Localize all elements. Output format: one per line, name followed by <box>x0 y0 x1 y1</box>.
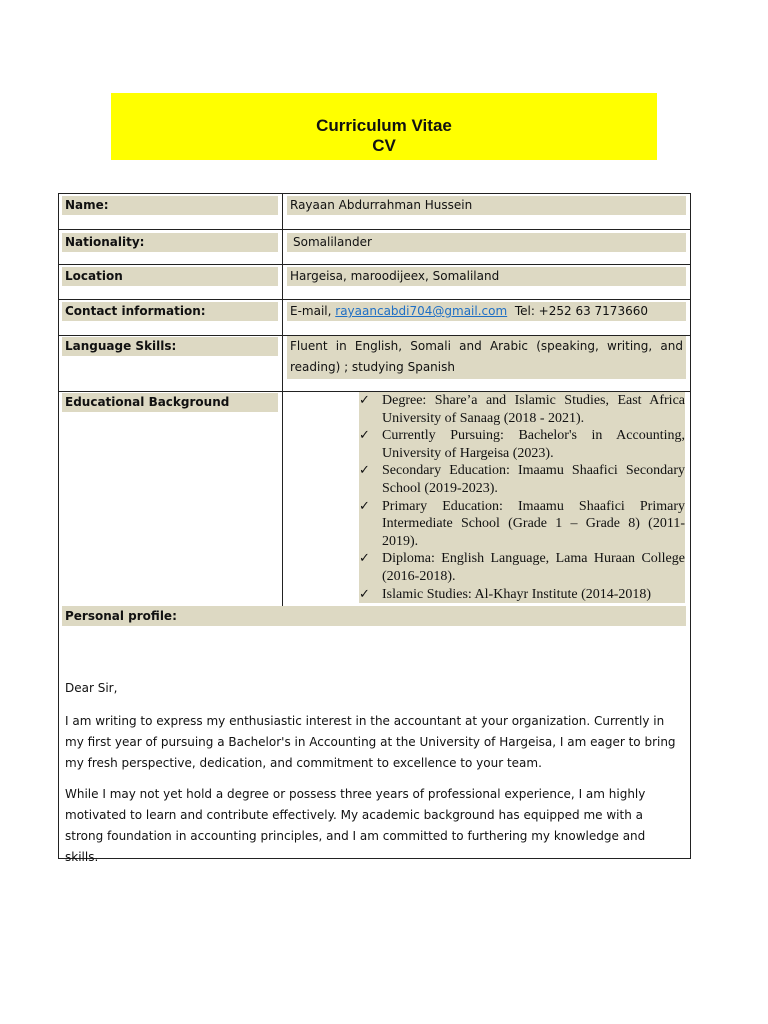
language-value: Fluent in English, Somali and Arabic (speaking, writing, and reading) ; studying Spanish <box>287 336 686 379</box>
name-label: Name: <box>62 196 278 215</box>
personal-profile-label: Personal profile: <box>62 606 686 626</box>
check-mark-icon: ✓ <box>359 551 370 567</box>
letter-paragraph-1: I am writing to express my enthusiastic interest in the accountant at your organization. Currently in my first year of pursuing a Bachelor's in Accounting at the University of Hargeisa, I am eager to bring my fresh perspective, dedication, and commitment to excellence to your team. <box>65 714 676 770</box>
language-label: Language Skills: <box>62 337 278 356</box>
cv-table <box>58 193 691 864</box>
title-line-2: CV <box>372 136 396 155</box>
email-prefix: E-mail, <box>290 304 332 318</box>
nationality-label: Nationality: <box>62 233 278 252</box>
row-education <box>59 392 690 606</box>
check-mark-icon: ✓ <box>359 498 370 514</box>
check-mark-icon: ✓ <box>359 393 370 408</box>
education-list <box>359 392 685 603</box>
nationality-value: Somalilander <box>287 233 686 252</box>
check-mark-icon: ✓ <box>359 463 370 479</box>
list-item: ✓ Islamic Studies: Al-Khayr Institute (2014-2018) <box>359 586 685 604</box>
email-link[interactable]: rayaancabdi704@gmail.com <box>335 304 508 318</box>
check-mark-icon: ✓ <box>359 586 370 602</box>
row-location <box>59 265 690 300</box>
contact-value <box>287 302 686 321</box>
letter-paragraph-2: While I may not yet hold a degree or possess three years of professional experience, I am highly motivated to learn and contribute effectively. My academic background has equipped me with a strong foundation in accounting principles, and I am committed to furthering my knowledge and skills. <box>65 787 646 864</box>
check-mark-icon: ✓ <box>359 428 370 444</box>
location-value: Hargeisa, maroodijeex, Somaliland <box>287 267 686 286</box>
list-item: ✓ Primary Education: Imaamu Shaafici Primary Intermediate School (Grade 1 – Grade 8) (2011-2019). <box>359 498 685 549</box>
list-item: ✓ Currently Pursuing: Bachelor's in Accounting, University of Hargeisa (2023). <box>359 428 685 461</box>
row-nationality <box>59 230 690 265</box>
list-item: ✓ Degree: Share’a and Islamic Studies, East Africa University of Sanaag (2018 - 2021). <box>359 393 685 426</box>
list-item: ✓ Diploma: English Language, Lama Huraan College (2016-2018). <box>359 551 685 584</box>
name-value: Rayaan Abdurrahman Hussein <box>287 196 686 215</box>
location-label: Location <box>62 267 278 286</box>
list-item: ✓ Secondary Education: Imaamu Shaafici Secondary School (2019-2023). <box>359 463 685 496</box>
row-language <box>59 336 690 392</box>
letter-salutation: Dear Sir, <box>65 681 118 695</box>
education-label: Educational Background <box>62 393 278 412</box>
title-line-1: Curriculum Vitae <box>316 116 452 135</box>
telephone: Tel: +252 63 7173660 <box>514 304 648 318</box>
title-banner <box>111 93 657 160</box>
row-name <box>59 194 690 230</box>
contact-label: Contact information: <box>62 302 278 321</box>
row-contact <box>59 300 690 336</box>
